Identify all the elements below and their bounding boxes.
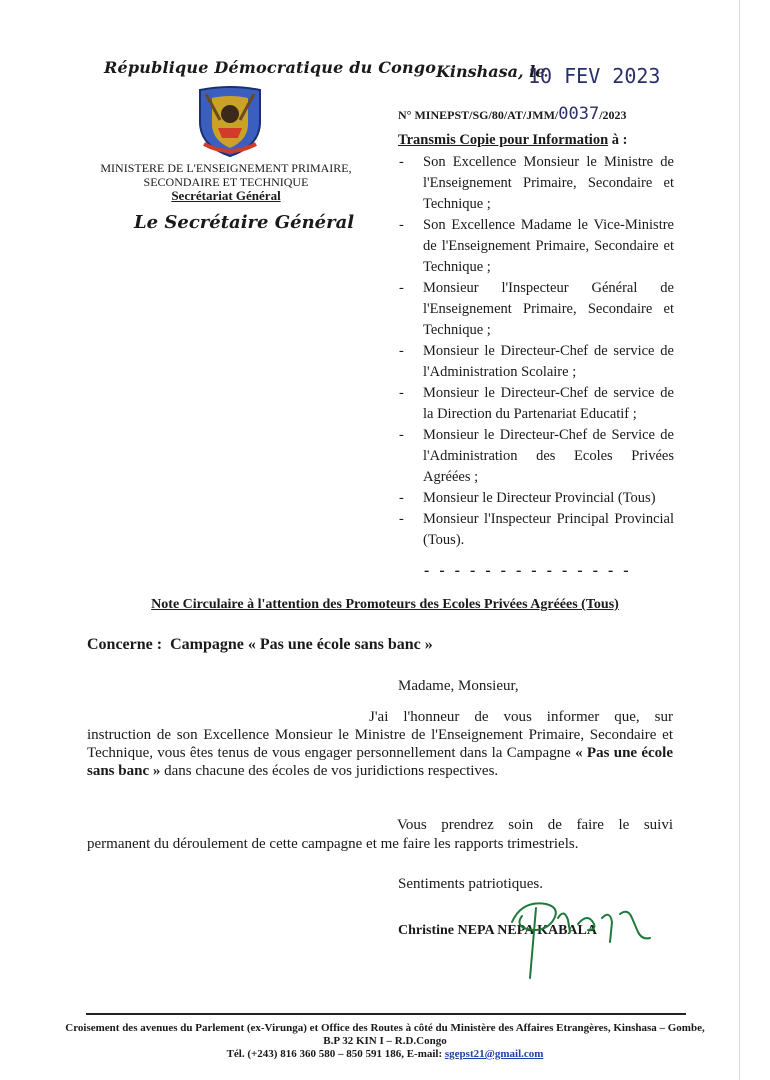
campaign-name: « Pas une école sans banc »	[87, 745, 674, 779]
footer-email-link[interactable]: sgepst21@gmail.com	[444, 1048, 544, 1060]
reference-prefix: N° MINEPST/SG/80/AT/JMM/	[398, 108, 559, 122]
closing-line: Sentiments patriotiques.	[398, 876, 543, 892]
republic-heading: République Démocratique du Congo	[104, 58, 437, 77]
office-title: Le Secrétaire Général	[134, 212, 355, 233]
list-item: - Son Excellence Madame le Vice-Ministre de l'Enseignement Primaire, Secondaire et Technique ;	[398, 215, 674, 278]
footer-phone: Tél. (+243) 816 360 580 – 850 591 186, E-mail:	[226, 1048, 445, 1060]
footer-address: Croisement des avenues du Parlement (ex-Virunga) et Office des Routes à côté du Ministère des Affaires Etrangères, Kinshasa – Gombe, B.P 32 KIN I – R.D.Congo	[65, 1022, 705, 1047]
reference-handwritten-number: 0037	[558, 104, 600, 124]
list-item: - Monsieur le Directeur Provincial (Tous)	[398, 488, 674, 509]
list-item: - Son Excellence Monsieur le Ministre de l'Enseignement Primaire, Secondaire et Technique ;	[398, 152, 674, 215]
subject-text: Campagne « Pas une école sans banc »	[170, 636, 433, 653]
copy-list-title	[398, 132, 627, 149]
copy-list-title-tail: à :	[608, 132, 628, 148]
page-edge	[739, 0, 740, 1080]
signature-text: Nepa	[582, 908, 585, 909]
subject-line	[87, 636, 433, 654]
reference-suffix: /2023	[599, 108, 627, 122]
secretariat-label: Secrétariat Général	[171, 188, 281, 203]
list-item: - Monsieur le Directeur-Chef de service de la Direction du Partenariat Educatif ;	[398, 383, 674, 425]
body-paragraph-2: Vous prendrez soin de faire le suivi permanent du déroulement de cette campagne et me faire les rapports trimestriels.	[87, 817, 673, 852]
body-paragraph-1	[87, 708, 673, 780]
para1-start: J'ai l'honneur de vous informer que, sur instruction de son Excellence Monsieur le Ministre de l'Enseignement Primaire, Secondaire et Technique, vous êtes tenus de vous engager personnellement dans la Campagne	[87, 709, 673, 761]
para1-end: dans chacune des écoles de vos juridictions respectives.	[160, 763, 499, 779]
letter-date: 10 FEV 2023	[528, 64, 661, 88]
list-item: - Monsieur l'Inspecteur Général de l'Enseignement Primaire, Secondaire et Technique ;	[398, 278, 674, 341]
list-item: - Monsieur le Directeur-Chef de service de l'Administration Scolaire ;	[398, 341, 674, 383]
salutation: Madame, Monsieur,	[398, 678, 519, 694]
handwritten-signature-icon	[502, 888, 662, 984]
separator-dashes: - - - - - - - - - - - - - -	[424, 562, 632, 579]
signer-name: Christine NEPA NEPA KABALA	[398, 923, 597, 938]
footer-contact	[60, 1048, 710, 1060]
copy-list-title-main: Transmis Copie pour Information	[398, 132, 609, 148]
coat-of-arms-icon	[190, 84, 270, 158]
copy-list	[398, 152, 674, 551]
list-item: - Monsieur l'Inspecteur Principal Provincial (Tous).	[398, 509, 674, 551]
footer-rule	[86, 1013, 686, 1015]
note-title: Note Circulaire à l'attention des Promoteurs des Ecoles Privées Agréées (Tous)	[151, 597, 619, 612]
subject-label: Concerne :	[87, 636, 163, 653]
reference-number	[398, 104, 627, 124]
place-label: Kinshasa, le	[436, 62, 546, 81]
ministry-name: MINISTERE DE L'ENSEIGNEMENT PRIMAIRE, SECONDAIRE ET TECHNIQUE	[100, 161, 352, 189]
list-item: - Monsieur le Directeur-Chef de Service de l'Administration des Ecoles Privées Agréées ;	[398, 425, 674, 488]
